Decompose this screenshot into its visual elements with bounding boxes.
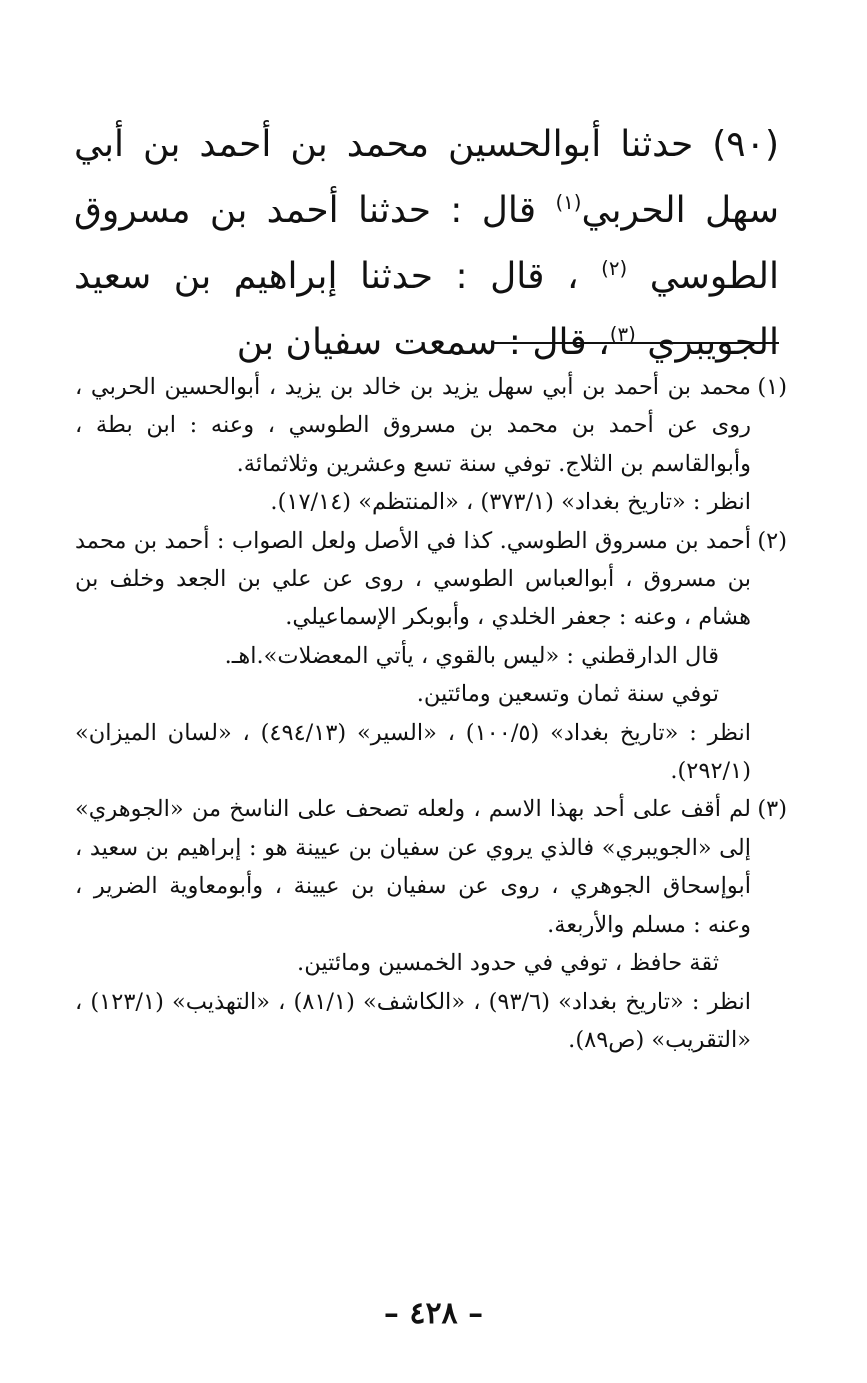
footnote-2	[75, 522, 787, 791]
footnote-paragraph: قال الدارقطني : «ليس بالقوي ، يأتي المعضلات».اهـ.	[224, 642, 719, 669]
main-line-6: ، قال : سمعت سفيان بن	[236, 322, 610, 363]
footnote-ref-1: (١)	[555, 191, 582, 214]
footnote-paragraph: انظر : «تاريخ بغداد» (٣٧٣/١) ، «المنتظم» (١٧/١٤).	[270, 489, 751, 516]
footnote-marker: (٣)	[757, 796, 787, 823]
main-line-4: ، قال :	[455, 256, 579, 297]
page-number: – ٤٢٨ –	[383, 1296, 484, 1331]
footnote-marker: (١)	[757, 374, 787, 400]
main-line-3: قال : حدثنا أحمد بن مسروق الطوسي	[74, 190, 779, 297]
footnote-1	[75, 368, 787, 522]
footnote-ref-3: (٣)	[609, 323, 636, 346]
main-line-1: (٩٠) حدثنا أبوالحسين محمد بن أحمد بن أبي سهل	[74, 124, 779, 231]
footnote-paragraph: أحمد بن مسروق الطوسي. كذا في الأصل ولعل الصواب : أحمد بن محمد بن مسروق ، أبوالعباس الطوسي ، روى عن علي بن الجعد وخلف بن هشام ، وعنه : جعفر الخلدي ، وأبوبكر الإسماعيلي.	[75, 527, 751, 631]
footnote-body	[75, 522, 751, 791]
footnote-marker: (٢)	[757, 527, 787, 554]
footnote-paragraph: لم أقف على أحد بهذا الاسم ، ولعله تصحف على الناسخ من «الجوهري» إلى «الجويبري» فالذي يروي عن سفيان بن عيينة هو : إبراهيم بن سعيد ، أبوإسحاق الجوهري ، روى عن سفيان بن عيينة ، وأبومعاوية الضرير ، وعنه : مسلم والأربعة.	[75, 796, 751, 938]
footnote-ref-2: (٢)	[601, 257, 628, 280]
footnote-body	[75, 368, 751, 522]
footnote-body	[75, 790, 751, 1059]
footnote-3	[75, 790, 787, 1059]
footnote-paragraph: توفي سنة ثمان وتسعين ومائتين.	[416, 681, 719, 708]
main-line-2: الحربي	[581, 190, 686, 231]
footnote-paragraph: انظر : «تاريخ بغداد» (٩٣/٦) ، «الكاشف» (٨١/١) ، «التهذيب» (١٢٣/١) ، «التقريب» (ص٨٩).	[75, 988, 751, 1053]
footnote-paragraph: انظر : «تاريخ بغداد» (١٠٠/٥) ، «السير» (٤٩٤/١٣) ، «لسان الميزان» (٢٩٢/١).	[75, 719, 751, 785]
main-text	[74, 112, 779, 376]
footnote-separator	[494, 342, 779, 344]
footnote-paragraph: محمد بن أحمد بن أبي سهل يزيد بن خالد بن يزيد ، أبوالحسين الحربي ، روى عن أحمد بن محمد بن مسروق الطوسي ، وعنه : ابن بطة ، وأبوالقاسم بن الثلاج. توفي سنة تسع وعشرين وثلاثمائة.	[75, 374, 751, 477]
main-line-5: حدثنا إبراهيم بن سعيد الجويبري	[74, 256, 779, 363]
footnotes	[75, 368, 787, 1059]
footnote-paragraph: ثقة حافظ ، توفي في حدود الخمسين ومائتين.	[297, 950, 719, 977]
